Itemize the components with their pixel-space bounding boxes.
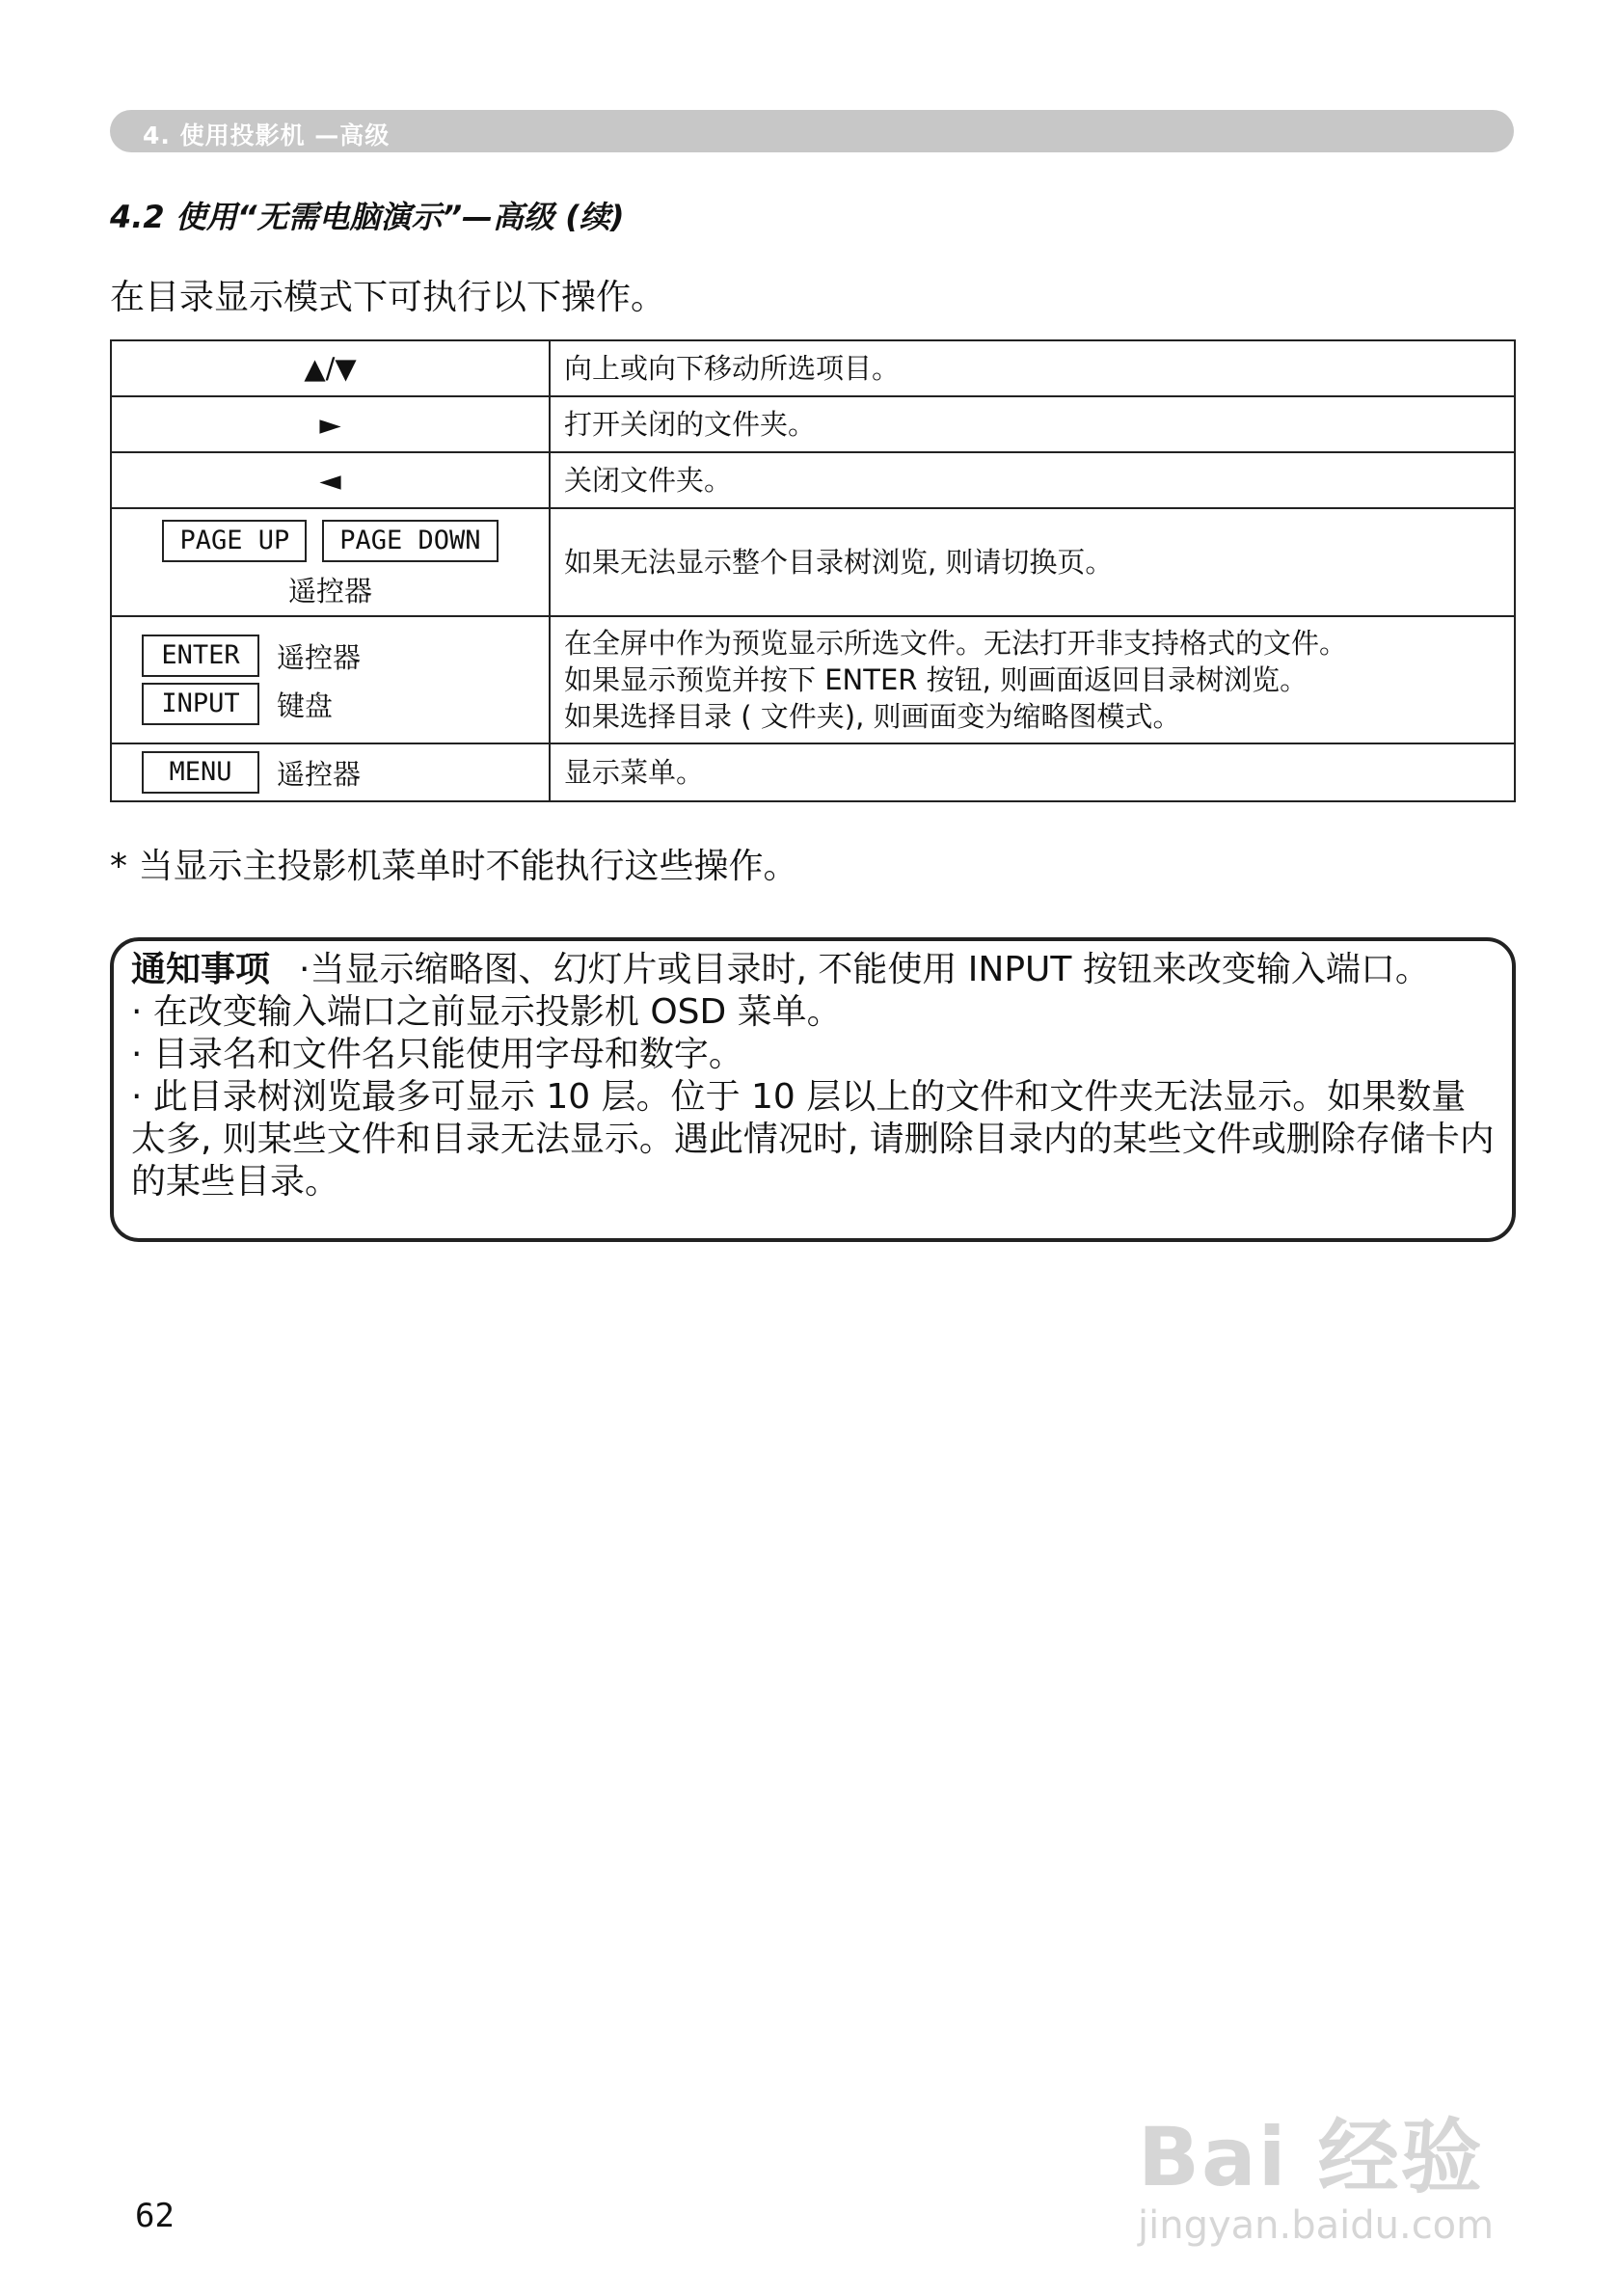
watermark (1138, 2093, 1543, 2248)
key-source-label: 键盘 (277, 689, 334, 722)
key-cell: ► (111, 396, 550, 452)
footnote: * 当显示主投影机菜单时不能执行这些操作。 (110, 847, 798, 886)
notice-title: 通知事项 (131, 950, 271, 989)
table-row (111, 396, 1515, 452)
desc-line: 如果选择目录 ( 文件夹), 则画面变为缩略图模式。 (564, 700, 1181, 733)
notice-text: ·当显示缩略图、幻灯片或目录时, 不能使用 INPUT 按钮来改变输入端口。 (299, 950, 1430, 989)
operations-table (110, 339, 1516, 802)
desc-cell: 关闭文件夹。 (550, 452, 1515, 508)
notice-text: · 在改变输入端口之前显示投影机 OSD 菜单。 (131, 992, 842, 1032)
notice-text: · 目录名和文件名只能使用字母和数字。 (131, 1035, 743, 1074)
watermark-url: jingyan.baidu.com (1138, 2203, 1495, 2248)
enter-key: ENTER (142, 635, 259, 677)
desc-cell (550, 616, 1515, 743)
key-source-label: 遥控器 (287, 574, 372, 608)
key-cell: ◄ (111, 452, 550, 508)
key-source-label: 遥控器 (277, 640, 362, 674)
input-key: INPUT (142, 683, 259, 725)
key-line (113, 683, 548, 725)
desc-line: 在全屏中作为预览显示所选文件。无法打开非支持格式的文件。 (564, 627, 1348, 660)
table-row (111, 508, 1515, 616)
table-row (111, 452, 1515, 508)
desc-line: 如果显示预览并按下 ENTER 按钮, 则画面返回目录树浏览。 (564, 663, 1308, 696)
key-cell: ▲/▼ (111, 340, 550, 396)
notice-box (110, 937, 1516, 1242)
page-number: 62 (135, 2197, 175, 2235)
desc-cell: 打开关闭的文件夹。 (550, 396, 1515, 452)
notice-first-line (131, 949, 1495, 991)
desc-cell: 如果无法显示整个目录树浏览, 则请切换页。 (550, 508, 1515, 616)
chapter-title: 4. 使用投影机 —高级 (143, 122, 391, 149)
notice-text: · 此目录树浏览最多可显示 10 层。位于 10 层以上的文件和文件夹无法显示。如果数量太多, 则某些文件和目录无法显示。遇此情况时, 请删除目录内的某些文件或删除存储卡内的某些目录。 (131, 1077, 1495, 1202)
page-keys (113, 520, 548, 562)
table-row (111, 340, 1515, 396)
desc-cell: 向上或向下移动所选项目。 (550, 340, 1515, 396)
key-cell (111, 616, 550, 743)
key-cell (111, 743, 550, 801)
page-up-key: PAGE UP (162, 520, 307, 562)
watermark-logo: Bai 经验 (1138, 2110, 1484, 2204)
intro-text: 在目录显示模式下可执行以下操作。 (110, 278, 666, 317)
desc-cell: 显示菜单。 (550, 743, 1515, 801)
key-cell (111, 508, 550, 616)
key-line (113, 751, 548, 794)
menu-key: MENU (142, 751, 259, 794)
key-source-label: 遥控器 (277, 757, 362, 791)
key-line (113, 635, 548, 677)
chapter-bar (110, 110, 1514, 152)
section-title: 4.2 使用“无需电脑演示”—高级 (续) (110, 199, 625, 235)
table-row (111, 616, 1515, 743)
page-down-key: PAGE DOWN (322, 520, 498, 562)
table-row (111, 743, 1515, 801)
